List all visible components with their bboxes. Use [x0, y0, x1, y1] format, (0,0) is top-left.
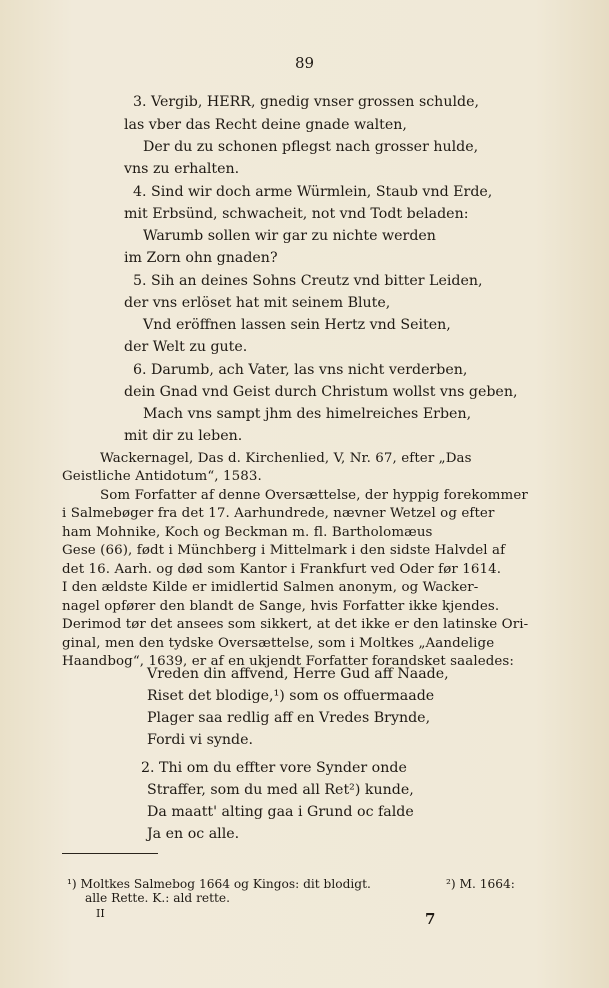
footnote-2: ²) M. 1664: — [446, 877, 515, 891]
prose-line: Geistliche Antidotum“, 1583. — [62, 469, 262, 484]
verse-line: 4. Sind wir doch arme Würmlein, Staub vnd Erde, — [133, 184, 493, 200]
verse-line: Warumb sollen wir gar zu nichte werden — [143, 228, 436, 244]
verse-line: mit Erbsünd, schwacheit, not vnd Todt beladen: — [124, 206, 469, 222]
quote-line: Da maatt' alting gaa i Grund oc falde — [147, 804, 414, 820]
verse-line: las vber das Recht deine gnade walten, — [124, 117, 407, 133]
verse-line: 5. Sih an deines Sohns Creutz vnd bitter Leiden, — [133, 273, 483, 289]
quote-line: Plager saa redlig aff en Vredes Brynde, — [147, 710, 431, 726]
quote-line: Straffer, som du med all Ret²) kunde, — [147, 782, 414, 798]
verse-line: 6. Darumb, ach Vater, las vns nicht verderben, — [133, 362, 468, 378]
prose-line: det 16. Aarh. og død som Kantor i Frankfurt ved Oder før 1614. — [62, 562, 502, 577]
prose-line: I den ældste Kilde er imidlertid Salmen anonym, og Wacker- — [62, 580, 479, 595]
quote-line: Ja en oc alle. — [147, 826, 240, 842]
signature-roman: II — [96, 907, 105, 920]
quote-line: Vreden din affvend, Herre Gud aff Naade, — [147, 666, 449, 682]
footnote-1-continued: alle Rette. K.: ald rette. — [85, 891, 231, 905]
page-number: 89 — [294, 54, 315, 72]
verse-line: Vnd eröffnen lassen sein Hertz vnd Seiten, — [143, 317, 451, 333]
prose-line: Gese (66), født i Münchberg i Mittelmark i den sidste Halvdel af — [62, 543, 506, 558]
footnote-rule — [62, 853, 158, 854]
prose-line: ginal, men den tydske Oversættelse, som i Moltkes „Aandelige — [62, 636, 495, 651]
quote-line: Riset det blodige,¹) som os offuermaade — [147, 688, 435, 704]
verse-line: der vns erlöset hat mit seinem Blute, — [124, 295, 391, 311]
verse-line: Der du zu schonen pflegst nach grosser hulde, — [143, 139, 479, 155]
verse-line: dein Gnad vnd Geist durch Christum wollst vns geben, — [124, 384, 518, 400]
prose-line: nagel opfører den blandt de Sange, hvis Forfatter ikke kjendes. — [62, 599, 500, 614]
verse-line: 3. Vergib, HERR, gnedig vnser grossen schulde, — [133, 94, 479, 110]
verse-line: mit dir zu leben. — [124, 428, 243, 444]
verse-line: Mach vns sampt jhm des himelreiches Erben, — [143, 406, 472, 422]
prose-line: Derimod tør det ansees som sikkert, at det ikke er den latinske Ori- — [62, 617, 529, 632]
verse-line: der Welt zu gute. — [124, 339, 248, 355]
verse-line: im Zorn ohn gnaden? — [124, 250, 278, 266]
quote-line: 2. Thi om du effter vore Synder onde — [141, 760, 407, 776]
verse-line: vns zu erhalten. — [124, 161, 240, 177]
prose-line: Haandbog“, 1639, er af en ukjendt Forfatter forandsket saaledes: — [62, 654, 515, 669]
quote-line: Fordi vi synde. — [147, 732, 254, 748]
prose-line: Wackernagel, Das d. Kirchenlied, V, Nr. 67, efter „Das — [100, 451, 472, 466]
prose-line: ham Mohnike, Koch og Beckman m. fl. Bartholomæus — [62, 525, 433, 540]
signature-number: 7 — [425, 910, 436, 928]
prose-line: i Salmebøger fra det 17. Aarhundrede, nævner Wetzel og efter — [62, 506, 495, 521]
footnote-1: ¹) Moltkes Salmebog 1664 og Kingos: dit blodigt. — [67, 877, 371, 891]
prose-line: Som Forfatter af denne Oversættelse, der hyppig forekommer — [100, 488, 528, 503]
